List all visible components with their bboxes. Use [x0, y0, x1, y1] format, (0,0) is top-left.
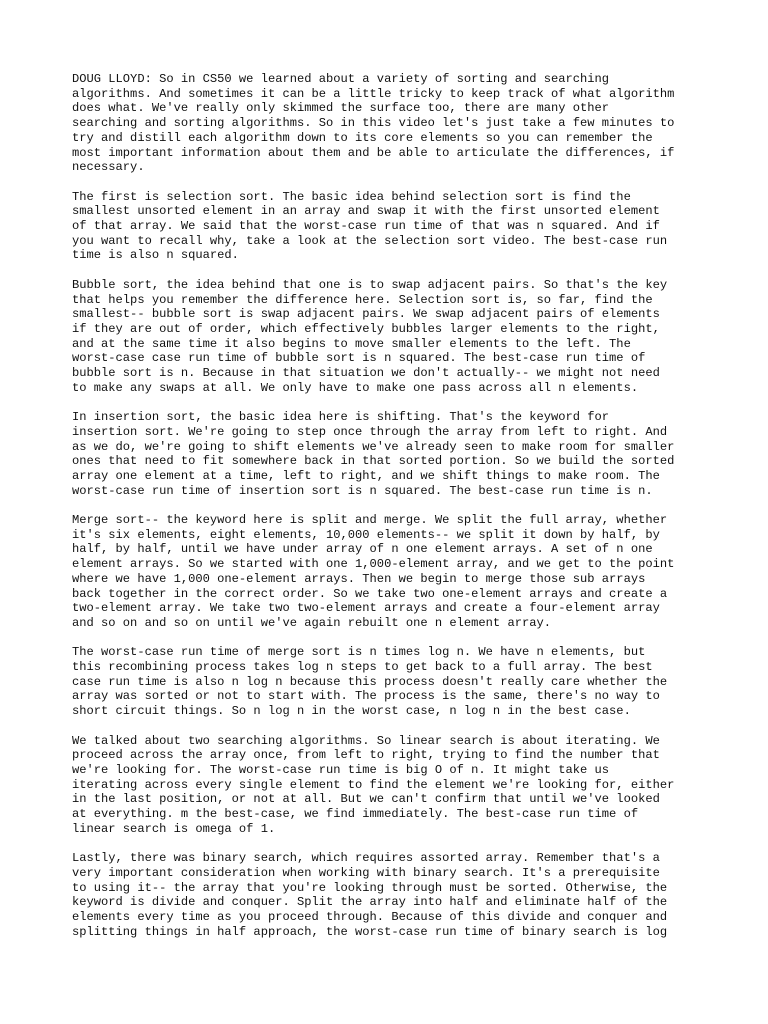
paragraph-merge-sort: Merge sort-- the keyword here is split and merge. We split the full array, whether it's six elements, eight elements, 10,000 elements-- we split it down by half, by half, by half, until we have under array of n one element arrays. A set of n one element arrays. So we started with one 1,000-element array, and we get to the point where we have 1,000 one-element arrays. Then we begin to merge those sub arrays back together in the correct order. So we take two one-element arrays and create a two-element array. We take two two-element arrays and create a four-element array and so on and so on until we've again rebuilt one n element array.	[72, 513, 675, 630]
paragraph-insertion-sort: In insertion sort, the basic idea here is shifting. That's the keyword for insertion sort. We're going to step once through the array from left to right. And as we do, we're going to shift elements we've already seen to make room for smaller ones that need to fit somewhere back in that sorted portion. So we build the sorted array one element at a time, left to right, and we shift things to make room. The worst-case run time of insertion sort is n squared. The best-case run time is n.	[72, 410, 675, 498]
paragraph-linear-search: We talked about two searching algorithms. So linear search is about iterating. We proceed across the array once, from left to right, trying to find the number that we're looking for. The worst-case run time is big O of n. It might take us iterating across every single element to find the element we're looking for, either in the last position, or not at all. But we can't confirm that until we've looked at everything. m the best-case, we find immediately. The best-case run time of linear search is omega of 1.	[72, 733, 675, 836]
paragraph-selection-sort: The first is selection sort. The basic idea behind selection sort is find the smallest unsorted element in an array and swap it with the first unsorted element of that array. We said that the worst-case run time of that was n squared. And if you want to recall why, take a look at the selection sort video. The best-case run time is also n squared.	[72, 189, 668, 263]
paragraph-merge-sort-runtime: The worst-case run time of merge sort is n times log n. We have n elements, but this recombining process takes log n steps to get back to a full array. The best case run time is also n log n because this process doesn't really care whether the array was sorted or not to start with. The process is the same, there's no way to short circuit things. So n log n in the worst case, n log n in the best case.	[72, 645, 668, 719]
paragraph-bubble-sort: Bubble sort, the idea behind that one is to swap adjacent pairs. So that's the key that helps you remember the difference here. Selection sort is, so far, find the smallest-- bubble sort is swap adjacent pairs. We swap adjacent pairs of elements if they are out of order, which effectively bubbles larger elements to the right, and at the same time it also begins to move smaller elements to the left. The worst-case case run time of bubble sort is n squared. The best-case run time of bubble sort is n. Because in that situation we don't actually-- we might not need to make any swaps at all. We only have to make one pass across all n elements.	[72, 277, 668, 395]
document-page	[72, 72, 712, 954]
paragraph-binary-search: Lastly, there was binary search, which requires assorted array. Remember that's a very important consideration when working with binary search. It's a prerequisite to using it-- the array that you're looking through must be sorted. Otherwise, the keyword is divide and conquer. Split the array into half and eliminate half of the elements every time as you proceed through. Because of this divide and conquer and splitting things in half approach, the worst-case run time of binary search is log	[72, 851, 668, 939]
paragraph-intro: DOUG LLOYD: So in CS50 we learned about a variety of sorting and searching algorithms. And sometimes it can be a little tricky to keep track of what algorithm does what. We've really only skimmed the surface too, there are many other searching and sorting algorithms. So in this video let's just take a few minutes to try and distill each algorithm down to its core elements so you can remember the most important information about them and be able to articulate the differences, if necessary.	[72, 72, 675, 175]
